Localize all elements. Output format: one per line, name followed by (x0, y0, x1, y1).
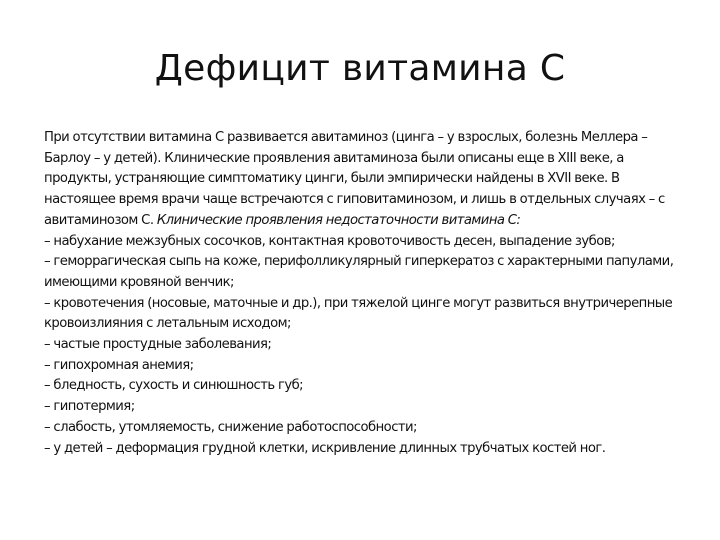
list-item: – набухание межзубных сосочков, контактная кровоточивость десен, выпадение зубов; (44, 233, 615, 249)
list-item: – частые простудные заболевания; (44, 337, 272, 353)
intro-paragraph (44, 128, 686, 232)
intro-text: При отсутствии витамина С развивается авитаминоз (цинга – у взрослых, болезнь Меллера – Барлоу – у детей). Клинические проявления авитаминоза были описаны еще в XIII веке, а продукты, устраняющие симптоматику цинги, были эмпирически найдены в XVII веке. В настоящее время врачи чаще встречаются с гиповитаминозом, и лишь в отдельных случаях – с авитаминозом С. (44, 130, 665, 228)
list-item: – гипохромная анемия; (44, 357, 194, 373)
list-item: – бледность, сухость и синюшность губ; (44, 378, 304, 394)
list-item: – гипотермия; (44, 399, 135, 415)
list-item: – у детей – деформация грудной клетки, искривление длинных трубчатых костей ног. (44, 440, 606, 456)
slide-body (44, 128, 686, 459)
intro-emphasis: Клинические проявления недостаточности витамина С: (156, 212, 521, 228)
list-item: – кровотечения (носовые, маточные и др.), при тяжелой цинге могут развиться внутричерепные кровоизлияния с летальным исходом; (44, 295, 673, 332)
list-item: – геморрагическая сыпь на коже, перифолликулярный гиперкератоз с характерными папулами, имеющими кровяной венчик; (44, 254, 674, 290)
list-item: – слабость, утомляемость, снижение работоспособности; (44, 419, 417, 435)
slide-title: Дефицит витамина С (154, 48, 566, 89)
